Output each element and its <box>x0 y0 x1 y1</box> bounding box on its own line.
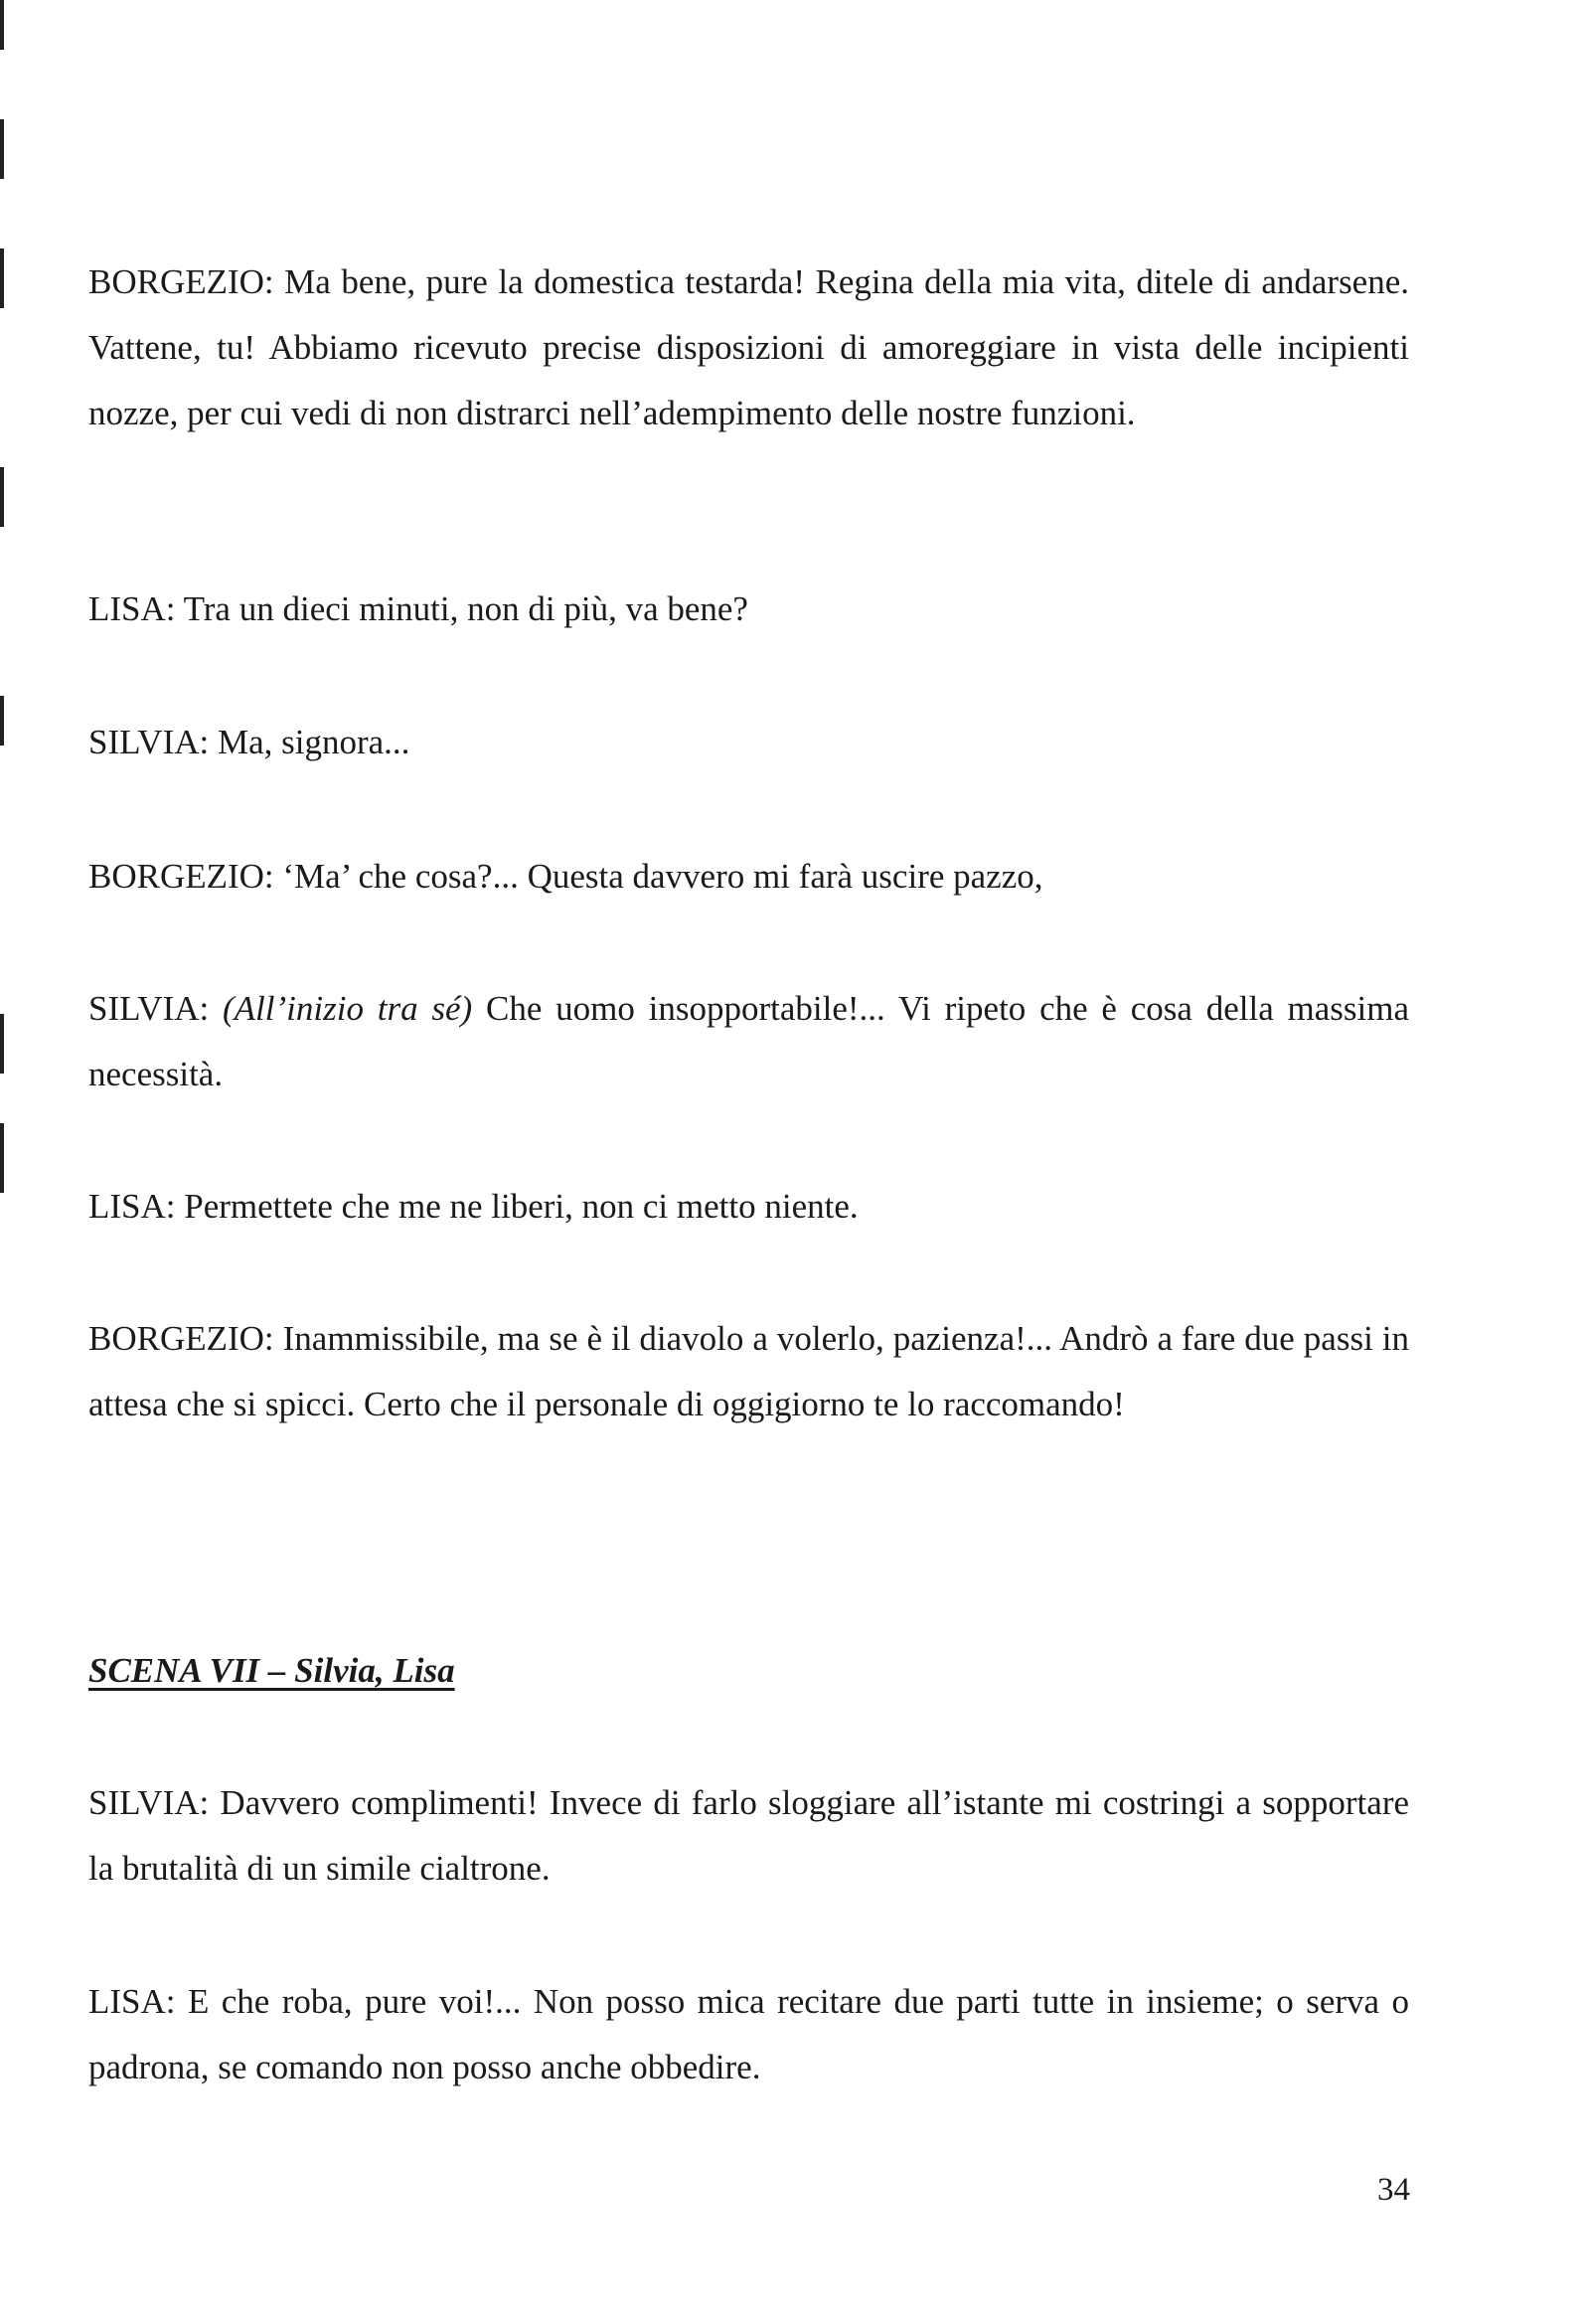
scan-edge-mark <box>0 119 4 179</box>
line: E che roba, pure voi!... Non posso mica recitare due parti tutte in insieme; o serva o padrona, se comando non posso anche obbedire. <box>88 1982 1409 2086</box>
dialogue-paragraph <box>88 1306 1409 1437</box>
dialogue-paragraph <box>88 844 1409 910</box>
dialogue-paragraph <box>88 976 1409 1107</box>
speaker: LISA: <box>88 1187 176 1226</box>
line: Tra un dieci minuti, non di più, va bene? <box>183 589 748 628</box>
scan-edge-mark <box>0 1123 4 1193</box>
scan-edge-mark <box>0 249 4 308</box>
line: Ma, signora... <box>217 723 410 761</box>
speaker: BORGEZIO: <box>88 857 274 896</box>
line: Che uomo insopportabile!... Vi ripeto che è cosa della massima necessità. <box>88 989 1410 1093</box>
dialogue-paragraph <box>88 1770 1409 1902</box>
dialogue-paragraph <box>88 249 1409 446</box>
speaker: SILVIA: <box>88 989 210 1028</box>
speaker: LISA: <box>88 1982 176 2021</box>
speaker: SILVIA: <box>88 1783 210 1822</box>
scan-edge-mark <box>0 0 4 50</box>
speaker: BORGEZIO: <box>88 1319 274 1358</box>
speaker: LISA: <box>88 589 176 628</box>
dialogue-paragraph <box>88 710 1409 775</box>
page-number: 34 <box>1377 2172 1410 2208</box>
scan-edge-mark <box>0 467 4 527</box>
line: Inammissibile, ma se è il diavolo a volerlo, pazienza!... Andrò a fare due passi in attesa che si spicci. Certo che il personale di oggigiorno te lo raccomando! <box>88 1319 1409 1423</box>
scan-edge-mark <box>0 696 4 746</box>
stage-direction: (All’inizio tra sé) <box>223 989 473 1028</box>
dialogue-paragraph <box>88 1174 1409 1240</box>
line: Permettete che me ne liberi, non ci metto niente. <box>184 1187 859 1226</box>
dialogue-paragraph <box>88 577 1409 642</box>
line: ‘Ma’ che cosa?... Questa davvero mi farà uscire pazzo, <box>282 857 1043 896</box>
scene-heading: SCENA VII – Silvia, Lisa <box>88 1651 455 1690</box>
line: Ma bene, pure la domestica testarda! Regina della mia vita, ditele di andarsene. Vattene, tu! Abbiamo ricevuto precise disposizioni di amoreggiare in vista delle incipienti nozze, per cui vedi di non distrarci nell’adempimento delle nostre funzioni. <box>88 262 1410 432</box>
speaker: BORGEZIO: <box>88 262 274 301</box>
scan-edge-mark <box>0 1014 4 1074</box>
speaker: SILVIA: <box>88 723 210 761</box>
dialogue-paragraph <box>88 1969 1409 2100</box>
line: Davvero complimenti! Invece di farlo sloggiare all’istante mi costringi a sopportare la brutalità di un simile cialtrone. <box>88 1783 1410 1888</box>
